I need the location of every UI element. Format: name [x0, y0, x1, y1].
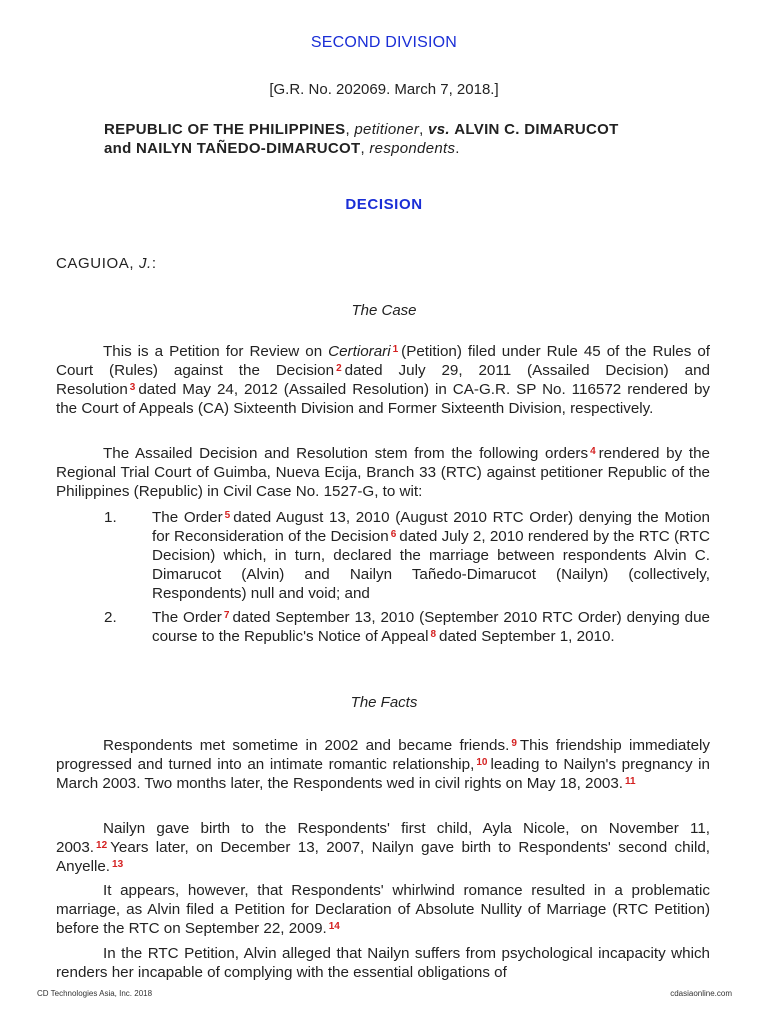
list-item-2-number: 2.	[104, 609, 117, 626]
footnote-link-8[interactable]: 8	[430, 629, 436, 640]
footer-website[interactable]: cdasiaonline.com	[670, 989, 732, 998]
footnote-link-3[interactable]: 3	[129, 382, 136, 393]
p4-text-b: Years later, on December 13, 2007, Nailyn gave birth to Respondents' second child, Anyelle.	[56, 839, 710, 875]
respondents-role: respondents	[369, 140, 456, 157]
paragraph-6	[56, 944, 710, 982]
footer-copyright: CD Technologies Asia, Inc. 2018	[37, 989, 153, 998]
petitioner-role: petitioner	[354, 121, 420, 138]
ponente-name: CAGUIOA	[56, 255, 130, 272]
p3-text-c: leading to Nailyn's pregnancy in March 2003. Two months later, the Respondents wed in civil rights on May 18, 2003.	[56, 756, 710, 792]
p3-text-b: This friendship immediately progressed and turned into an intimate romantic relationship,	[56, 737, 710, 773]
item2-text-a: The Order	[152, 609, 222, 626]
item1-text-c: dated July 2, 2010 rendered by the RTC (RTC Decision) which, in turn, declared the marriage between respondents Alvin C. Dimarucot (Alvin) and Nailyn Tañedo-Dimarucot (Nailyn) (collectively, Respondents) null and void; and	[152, 528, 710, 602]
paragraph-5	[56, 881, 710, 938]
paragraph-1	[56, 342, 710, 418]
list-item-1-text	[152, 508, 710, 603]
p6-text-a: In the RTC Petition, Alvin alleged that Nailyn suffers from psychological incapacity which renders her incapable of complying with the essential obligations of	[56, 945, 710, 981]
item1-text-b: dated August 13, 2010 (August 2010 RTC Order) denying the Motion for Reconsideration of the Decision	[152, 509, 710, 545]
respondent-name-1: ALVIN C. DIMARUCOT	[454, 121, 619, 138]
p5-text-a: It appears, however, that Respondents' whirlwind romance resulted in a problematic marriage, as Alvin filed a Petition for Declaration of Absolute Nullity of Marriage (RTC Petition) before the RTC on September 22, 2009.	[56, 882, 710, 937]
p1-text-d: dated July 29, 2011 (Assailed Decision) and Resolution	[56, 362, 710, 398]
footnote-link-2[interactable]: 2	[336, 363, 342, 374]
decision-title: DECISION	[345, 196, 423, 213]
footnote-link-7[interactable]: 7	[223, 610, 230, 621]
footnote-link-9[interactable]: 9	[511, 738, 517, 749]
footnote-link-4[interactable]: 4	[590, 446, 596, 457]
p1-text-a: This is a Petition for Review on	[103, 343, 329, 360]
list-item-2-text	[152, 608, 710, 646]
case-parties: REPUBLIC OF THE PHILIPPINES, petitioner, vs. ALVIN C. DIMARUCOT and NAILYN TAÑEDO-DIMARUCOT, respondents.	[104, 121, 619, 157]
p3-text-a: Respondents met sometime in 2002 and became friends.	[103, 737, 510, 754]
petitioner-name: REPUBLIC OF THE PHILIPPINES	[104, 121, 346, 138]
footnote-link-11[interactable]: 11	[625, 776, 636, 787]
item2-text-c: dated September 1, 2010.	[439, 628, 615, 645]
joiner-word: and	[104, 140, 132, 157]
paragraph-4	[56, 819, 710, 876]
footnote-link-5[interactable]: 5	[224, 510, 231, 521]
p1-text-e: dated May 24, 2012 (Assailed Resolution) in CA-G.R. SP No. 116572 rendered by the Court of Appeals (CA) Sixteenth Division and Former Sixteenth Division, respectively.	[56, 381, 710, 417]
footnote-link-13[interactable]: 13	[112, 859, 124, 870]
footnote-link-10[interactable]: 10	[476, 757, 488, 768]
footnote-link-12[interactable]: 12	[96, 840, 108, 851]
p4-text-a: Nailyn gave birth to the Respondents' first child, Ayla Nicole, on November 11, 2003.	[56, 820, 710, 856]
paragraph-2	[56, 444, 710, 501]
item1-text-a: The Order	[152, 509, 223, 526]
p1-text-c: (Petition) filed under Rule 45 of the Rules of Court (Rules) against the Decision	[56, 343, 710, 379]
heading-the-case: The Case	[351, 302, 417, 319]
division-label: SECOND DIVISION	[310, 34, 458, 51]
versus-label: vs.	[428, 121, 450, 138]
item2-text-b: dated September 13, 2010 (September 2010 RTC Order) denying due course to the Republic's Notice of Appeal	[152, 609, 710, 645]
p2-text-b: rendered by the Regional Trial Court of Guimba, Nueva Ecija, Branch 33 (RTC) against petitioner Republic of the Philippines (Republic) in Civil Case No. 1527-G, to wit:	[56, 445, 711, 500]
paragraph-3	[56, 736, 710, 793]
footnote-link-14[interactable]: 14	[328, 921, 340, 932]
footnote-link-6[interactable]: 6	[390, 529, 397, 540]
p2-text-a: The Assailed Decision and Resolution stem from the following orders	[103, 445, 589, 462]
respondent-name-2: NAILYN TAÑEDO-DIMARUCOT	[136, 140, 361, 157]
case-number: [G.R. No. 202069. March 7, 2018.]	[269, 81, 499, 98]
heading-the-facts: The Facts	[350, 694, 418, 711]
list-item-1-number: 1.	[104, 509, 117, 526]
ponente-title: J.	[138, 255, 152, 272]
p1-text-certiorari: Certiorari	[328, 343, 391, 360]
ponente-line: CAGUIOA, J.:	[56, 255, 157, 272]
footnote-link-1[interactable]: 1	[392, 344, 399, 355]
